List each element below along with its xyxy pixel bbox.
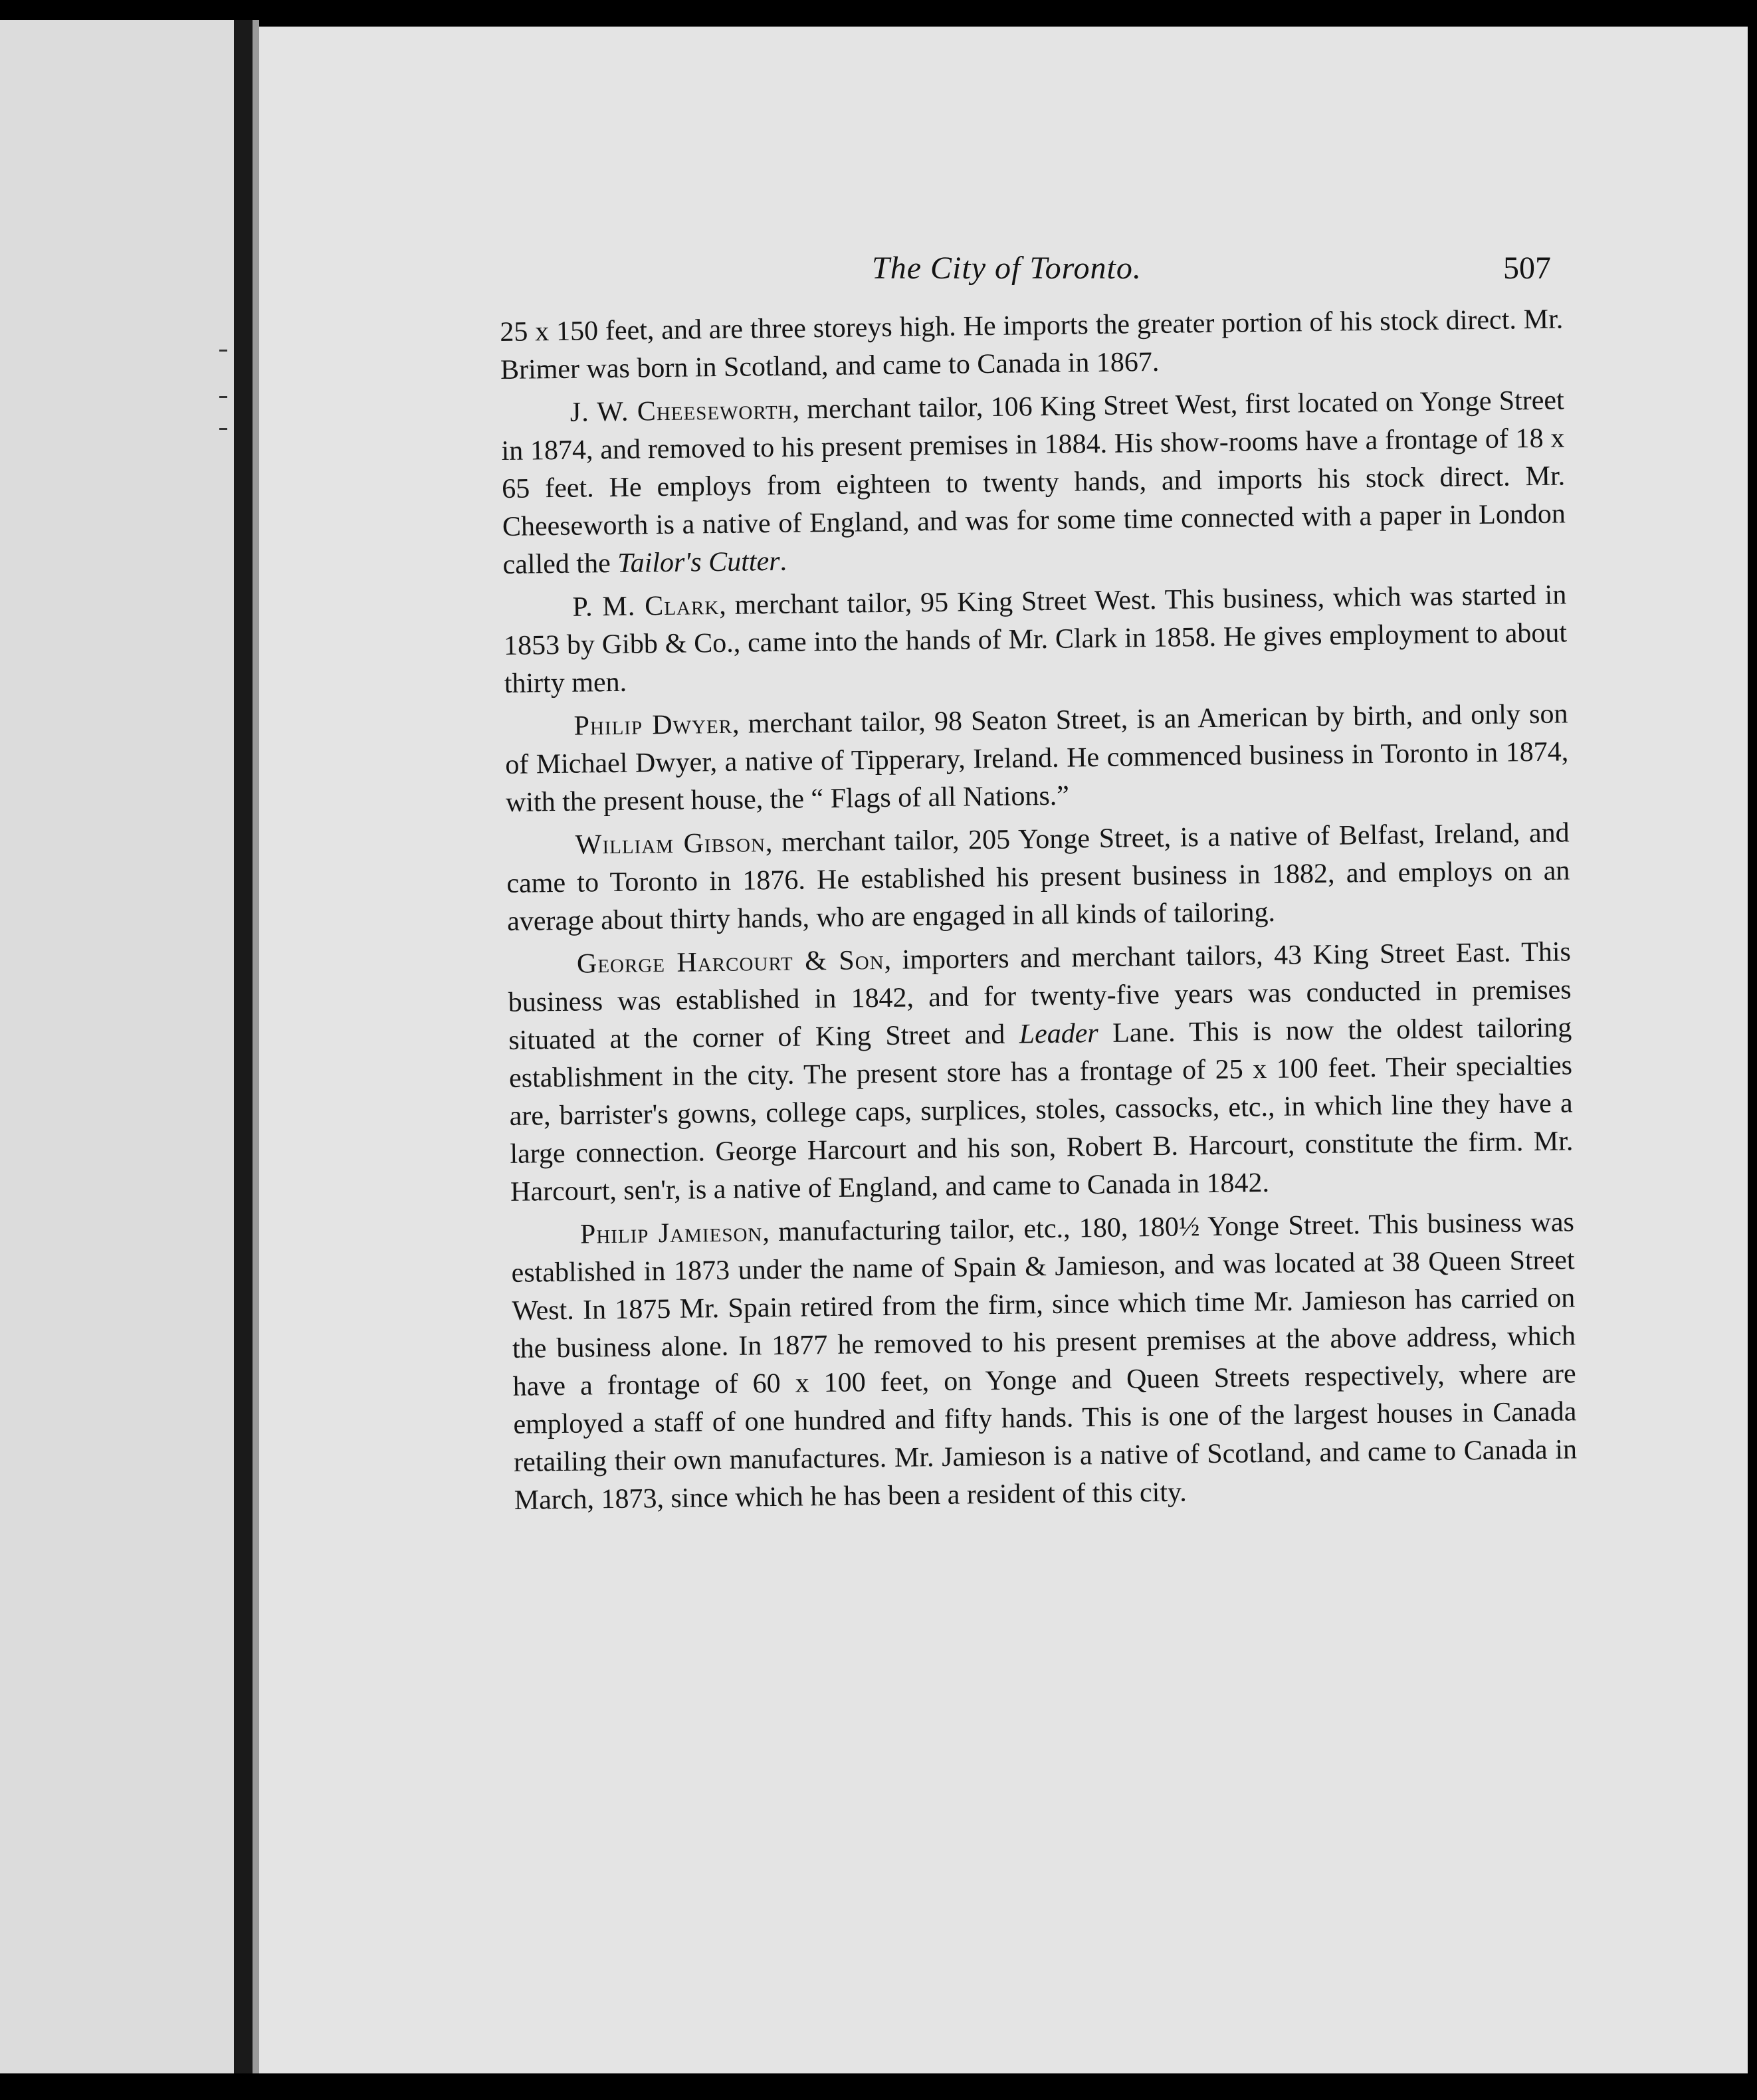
paragraph-tail: Lane. This is now the oldest tailoring establishment in the city. The present store has a frontage of 25 x 100 feet. Their specialties are, barrister's gowns, college caps, surplices, stoles, cassocks, etc., in which line they have a large connection. George Harcourt and his son, Robert B. Harcourt, constitute the firm. Mr. Harcourt, sen'r, is a native of England, and came to Canada in 1842.: [508, 1012, 1574, 1208]
page-header: [259, 250, 1748, 303]
book-page: [259, 27, 1748, 2073]
paragraph: [504, 695, 1569, 822]
entry-name: Philip Jamieson: [579, 1217, 763, 1250]
paragraph: [500, 381, 1566, 584]
page-body: [500, 300, 1578, 1524]
book-gutter: [234, 20, 253, 2073]
entry-name: P. M. Clark: [572, 590, 720, 623]
margin-mark: [219, 396, 227, 398]
margin-mark: [219, 350, 227, 352]
paragraph-text: , manufacturing tailor, etc., 180, 180½ Yonge Street. This business was established in 1873 under the name of Spain & Jamieson, and was located at 38 Queen Street West. In 1875 Mr. Spain retired from the firm, since which time Mr. Jamieson has carried on the business alone. In 1877 he removed to his present premises at the above address, which have a frontage of 60 x 100 feet, on Yonge and Queen Streets respectively, where are employed a staff of one hundred and fifty hands. This is one of the largest houses in Canada retailing their own manufactures. Mr. Jamieson is a native of Scotland, and came to Canada in March, 1873, since which he has been a resident of this city.: [511, 1207, 1578, 1516]
gutter-shadow: [253, 20, 259, 2073]
italic-word: Leader: [1019, 1018, 1099, 1050]
publication-title: Tailor's Cutter: [617, 546, 780, 579]
paragraph-text: , importers and merchant tailors, 43 King Street East. This business was established in 1842, and for twenty-five years was conducted in premises situated at the corner of King Street and: [508, 936, 1572, 1056]
paragraph: [500, 300, 1564, 389]
paragraph: [511, 1204, 1578, 1520]
entry-name: William Gibson: [575, 827, 766, 861]
paragraph-text: , merchant tailor, 98 Seaton Street, is an American by birth, and only son of Michael Dwyer, a native of Tipperary, Ireland. He commenced business in Toronto in 1874, with the present house, the “ Flags of all Nations.”: [505, 698, 1569, 818]
paragraph-tail: .: [779, 546, 787, 577]
page-number: 507: [1503, 251, 1551, 286]
entry-name: George Harcourt & Son: [576, 945, 884, 980]
facing-page-edge: [0, 20, 234, 2073]
paragraph: [508, 933, 1574, 1211]
paragraph-text: , merchant tailor, 95 King Street West. This business, which was started in 1853 by Gibb & Co., came into the hands of Mr. Clark in 1858. He gives employment to about thirty men.: [503, 579, 1568, 699]
entry-name: J. W. Cheeseworth: [569, 394, 793, 428]
paragraph: [506, 814, 1570, 941]
paragraph-text: , merchant tailor, 106 King Street West, first located on Yonge Street in 1874, and removed to his present premises in 1884. His show-rooms have a frontage of 18 x 65 feet. He employs from eighteen to twenty hands, and imports his stock direct. Mr. Cheeseworth is a native of England, and was for some time connected with a paper in London called the: [501, 385, 1566, 580]
paragraph-text: , merchant tailor, 205 Yonge Street, is a native of Belfast, Ireland, and came to Toronto in 1876. He established his present business in 1882, and employs on an average about thirty hands, who are engaged in all kinds of tailoring.: [506, 817, 1570, 937]
paragraph: [503, 576, 1568, 703]
running-title: The City of Toronto.: [872, 251, 1142, 286]
margin-mark: [219, 428, 227, 430]
entry-name: Philip Dwyer: [573, 708, 733, 742]
paragraph-text: 25 x 150 feet, and are three storeys high. He imports the greater portion of his stock direct. Mr. Brimer was born in Scotland, and came to Canada in 1867.: [500, 304, 1564, 385]
